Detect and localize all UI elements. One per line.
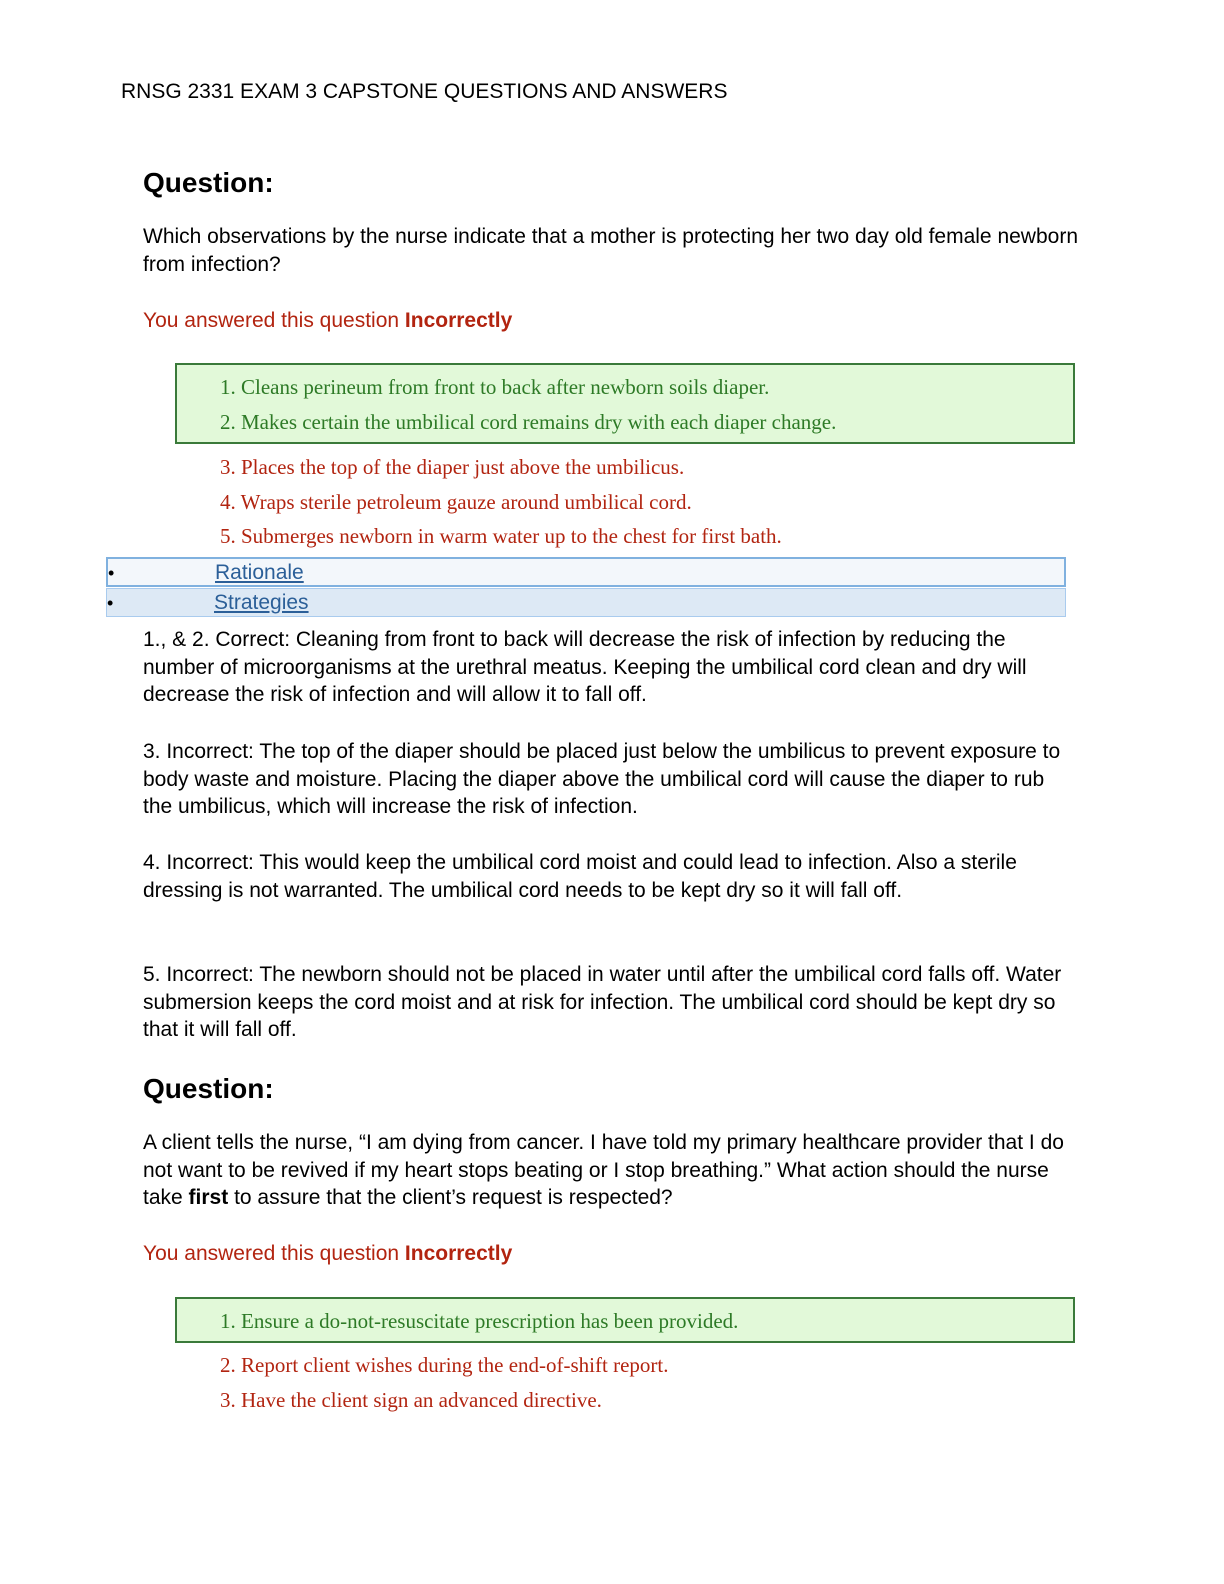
question-2-text-end: to assure that the client’s request is respected? (234, 1186, 673, 1209)
status-prefix: You answered this question (143, 1242, 400, 1265)
answer-option-3: 3. Places the top of the diaper just above the umbilicus. (220, 455, 685, 479)
status-result: Incorrectly (404, 309, 513, 332)
rationale-paragraph-3: 4. Incorrect: This would keep the umbilical cord moist and could lead to infection. Also a sterile dressing is not warranted. The umbilical cord needs to be kept dry so it will fall off. (143, 851, 1017, 902)
rationale-row[interactable] (106, 557, 1066, 587)
bullet-icon: • (107, 593, 114, 613)
answer-option-2: 2. Makes certain the umbilical cord remains dry with each diaper change. (220, 410, 837, 434)
question-2-status (143, 1241, 512, 1267)
question-2-heading: Question: (143, 1073, 274, 1104)
document-title: RNSG 2331 EXAM 3 CAPSTONE QUESTIONS AND ANSWERS (121, 80, 728, 103)
answer-option-3: 3. Have the client sign an advanced directive. (220, 1388, 602, 1412)
rationale-link[interactable]: Rationale (215, 561, 304, 584)
status-prefix: You answered this question (143, 309, 400, 332)
rationale-paragraph-1: 1., & 2. Correct: Cleaning from front to back will decrease the risk of infection by reducing the number of microorganisms at the urethral meatus. Keeping the umbilical cord clean and dry will decrease the risk of infection and will allow it to fall off. (143, 628, 1027, 706)
answer-option-4: 4. Wraps sterile petroleum gauze around umbilical cord. (220, 490, 692, 514)
strategies-row[interactable] (106, 588, 1066, 617)
answer-option-1: 1. Ensure a do-not-resuscitate prescription has been provided. (220, 1309, 739, 1333)
question-1-text: Which observations by the nurse indicate that a mother is protecting her two day old female newborn from infection? (143, 225, 1079, 276)
status-result: Incorrectly (404, 1242, 513, 1265)
strategies-link[interactable]: Strategies (214, 591, 309, 614)
question-1-heading: Question: (143, 167, 274, 198)
question-2-emphasis: first (188, 1186, 229, 1209)
answer-option-1: 1. Cleans perineum from front to back after newborn soils diaper. (220, 375, 770, 399)
answer-option-2: 2. Report client wishes during the end-of-shift report. (220, 1353, 669, 1377)
bullet-icon: • (108, 563, 115, 583)
rationale-paragraph-2: 3. Incorrect: The top of the diaper should be placed just below the umbilicus to prevent exposure to body waste and moisture. Placing the diaper above the umbilical cord will cause the diaper to rub the umbilicus, which will increase the risk of infection. (143, 740, 1061, 818)
question-2-text-start: A client tells the nurse, “I am dying from cancer. I have told my primary healthcare provider that I do not want to be revived if my heart stops beating or I stop breathing.” What action should the nurse take (143, 1131, 1064, 1209)
question-1-status (143, 308, 512, 334)
question-2-text (143, 1129, 1078, 1212)
rationale-paragraph-4: 5. Incorrect: The newborn should not be placed in water until after the umbilical cord falls off. Water submersion keeps the cord moist and at risk for infection. The umbilical cord should be kept dry so that it will fall off. (143, 963, 1062, 1041)
answer-option-5: 5. Submerges newborn in warm water up to the chest for first bath. (220, 524, 782, 548)
